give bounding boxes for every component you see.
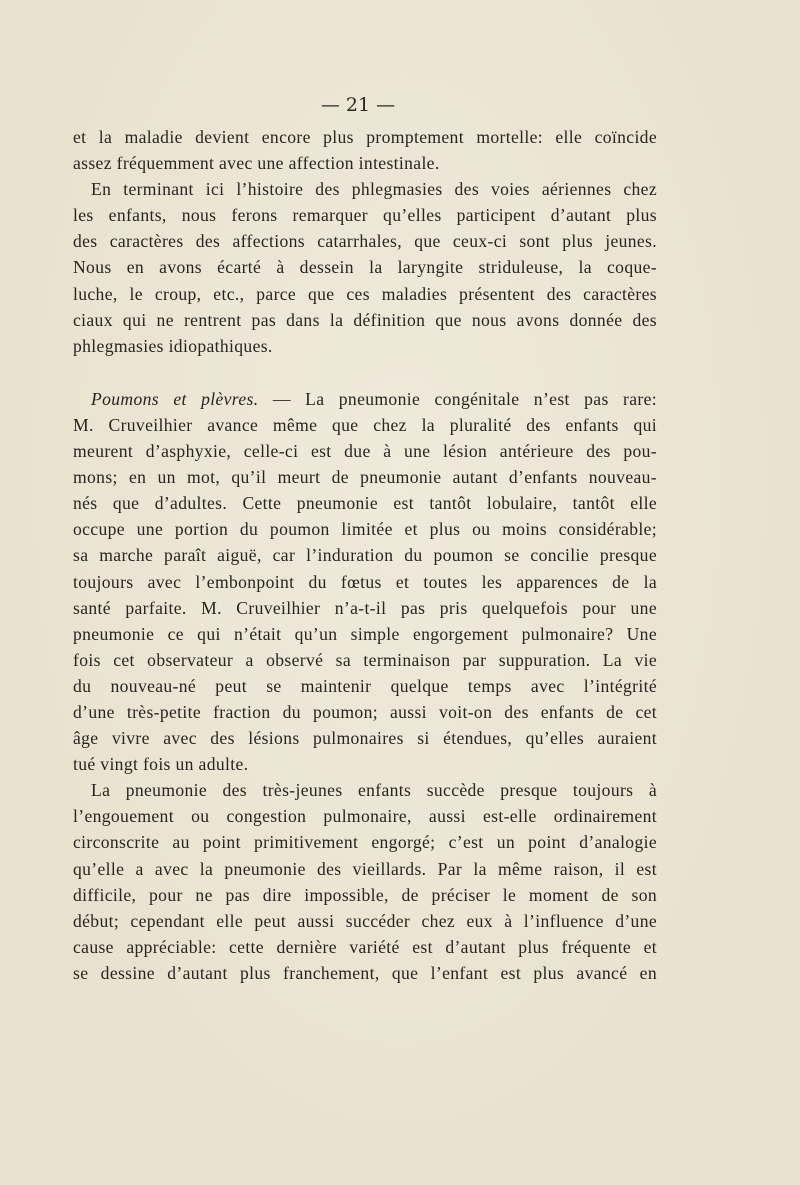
text-fragment: — La pneumonie congénitale n’est pas rare: — [258, 388, 657, 409]
text-line: cause appréciable: cette dernière variété est d’autant plus fréquente et — [73, 936, 657, 957]
text-line: santé parfaite. M. Cruveilhier n’a-t-il pas pris quelquefois pour une — [73, 597, 657, 618]
text-line: des caractères des affections catarrhales, que ceux-ci sont plus jeunes. — [73, 231, 657, 252]
paragraph-gap — [73, 359, 657, 386]
text-line: nés que d’adultes. Cette pneumonie est tantôt lobulaire, tantôt elle — [73, 493, 657, 514]
text-line: toujours avec l’embonpoint du fœtus et toutes les apparences de la — [73, 571, 657, 592]
text-line: sa marche paraît aiguë, car l’induration du poumon se concilie presque — [73, 545, 657, 566]
text-line: fois cet observateur a observé sa terminaison par suppuration. La vie — [73, 649, 657, 670]
text-line: d’une très-petite fraction du poumon; aussi voit-on des enfants de cet — [73, 701, 657, 722]
paragraph — [73, 124, 657, 176]
text-line: M. Cruveilhier avance même que chez la pluralité des enfants qui — [73, 414, 657, 435]
body-text — [73, 124, 657, 986]
text-line: occupe une portion du poumon limitée et plus ou moins considérable; — [73, 519, 657, 540]
paragraph — [73, 777, 657, 986]
text-line: meurent d’asphyxie, celle-ci est due à une lésion antérieure des pou- — [73, 441, 657, 462]
text-line: et la maladie devient encore plus promptement mortelle: elle coïncide — [73, 127, 657, 147]
text-line: se dessine d’autant plus franchement, que l’enfant est plus avancé en — [73, 962, 657, 983]
paragraph — [73, 386, 657, 777]
text-line: l’engouement ou congestion pulmonaire, aussi est-elle ordinairement — [73, 806, 657, 827]
text-line: En terminant ici l’histoire des phlegmasies des voies aériennes chez — [91, 179, 657, 200]
text-line: luche, le croup, etc., parce que ces maladies présentent des caractères — [73, 283, 657, 304]
text-line: phlegmasies idiopathiques. — [73, 335, 273, 356]
text-line: du nouveau-né peut se maintenir quelque temps avec l’intégrité — [73, 675, 657, 696]
page-number: — 21 — — [320, 94, 396, 116]
text-line: La pneumonie des très-jeunes enfants succède presque toujours à — [91, 780, 657, 801]
text-line: ciaux qui ne rentrent pas dans la définition que nous avons donnée des — [73, 309, 657, 330]
text-line: tué vingt fois un adulte. — [73, 754, 249, 775]
text-line: qu’elle a avec la pneumonie des vieillards. Par la même raison, il est — [73, 858, 657, 879]
section-heading: Poumons et plèvres. — [91, 388, 259, 409]
text-line: les enfants, nous ferons remarquer qu’elles participent d’autant plus — [73, 205, 657, 226]
text-line: âge vivre avec des lésions pulmonaires si étendues, qu’elles auraient — [73, 728, 657, 749]
text-line — [73, 386, 657, 412]
text-line: circonscrite au point primitivement engorgé; c’est un point d’analogie — [73, 832, 657, 853]
text-line: début; cependant elle peut aussi succéder chez eux à l’influence d’une — [73, 910, 657, 931]
text-line: difficile, pour ne pas dire impossible, de préciser le moment de son — [73, 884, 657, 905]
paragraph — [73, 176, 657, 359]
text-line: assez fréquemment avec une affection intestinale. — [73, 153, 440, 174]
text-line: pneumonie ce qui n’était qu’un simple engorgement pulmonaire? Une — [73, 623, 657, 644]
text-line: Nous en avons écarté à dessein la laryngite striduleuse, la coque- — [73, 257, 657, 278]
text-line: mons; en un mot, qu’il meurt de pneumonie autant d’enfants nouveau- — [73, 467, 657, 488]
